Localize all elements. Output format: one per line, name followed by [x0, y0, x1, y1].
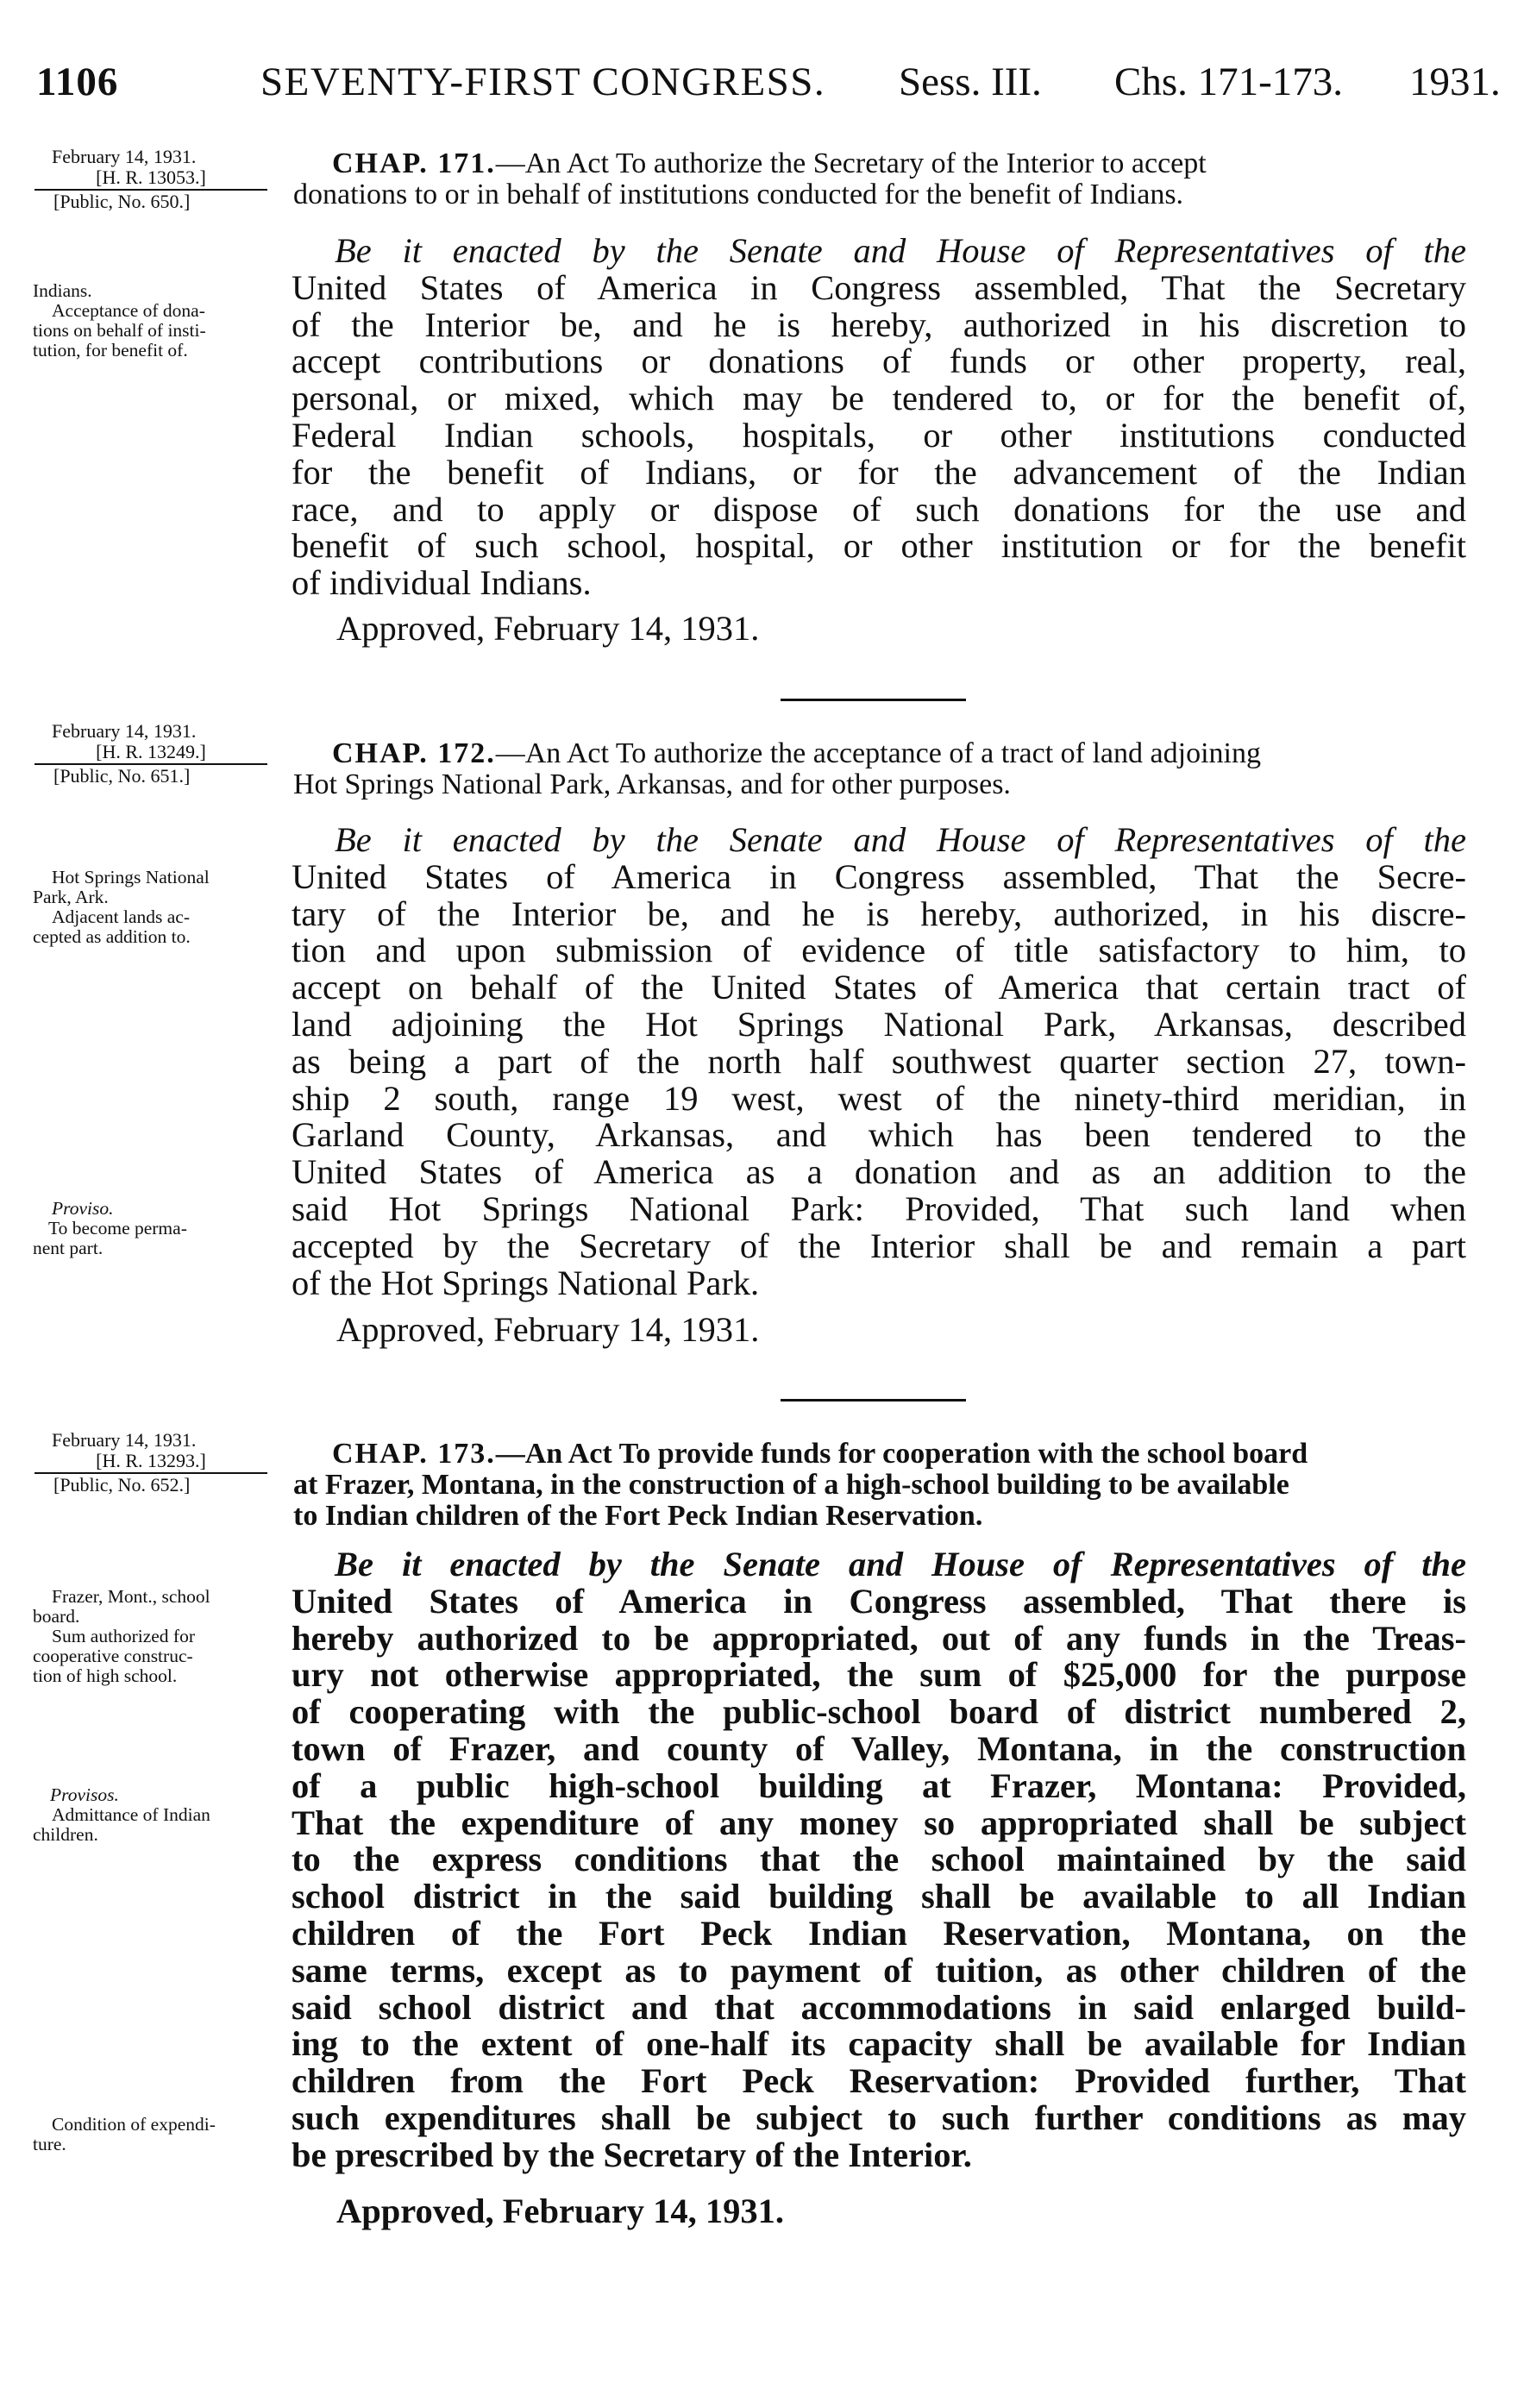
side-note: Park, Ark. — [33, 887, 109, 907]
enacting-clause: Be it enacted by the Senate and House of Representatives of the — [335, 1545, 1466, 1583]
section-divider — [781, 1399, 966, 1402]
chapters-label: Chs. 171-173. — [1114, 60, 1344, 104]
body-line: United States of America in Congress assembled, That there is — [292, 1581, 1466, 1621]
chapter-171-label: CHAP. 171. — [332, 147, 496, 179]
chapter-171-title-1: —An Act To authorize the Secretary of the Interior to accept — [495, 147, 1207, 179]
side-note: Acceptance of dona- — [52, 300, 205, 321]
body-line: of cooperating with the public-school board of district numbered 2, — [292, 1692, 1466, 1732]
chapter-173-proviso-notes — [33, 1785, 292, 1845]
side-note: board. — [33, 1606, 80, 1627]
enacting-clause: Be it enacted by the Senate and House of Representatives of the — [335, 820, 1466, 859]
side-note: Sum authorized for — [52, 1626, 195, 1646]
body-line: said Hot Springs National Park: Provided, That such land when — [292, 1188, 1466, 1228]
body-line: personal, or mixed, which may be tendered to, or for the benefit of, — [292, 379, 1466, 418]
chapter-171-title-2: donations to or in behalf of institutions conducted for the benefit of Indians. — [293, 179, 1184, 210]
side-note: children. — [33, 1824, 98, 1845]
body-line: United States of America as a donation and as an addition to the — [292, 1152, 1466, 1192]
chapter-171-side-notes — [33, 281, 292, 361]
body-line: children of the Fort Peck Indian Reservation, Montana, on the — [292, 1913, 1466, 1953]
chapter-172-date: February 14, 1931. — [52, 720, 197, 742]
chapter-173-body — [292, 1546, 1466, 2174]
chapter-173-heading — [293, 1439, 1462, 1532]
body-line: children from the Fort Peck Reservation: Provided further, That — [292, 2061, 1466, 2101]
body-line: accept on behalf of the United States of America that certain tract of — [292, 968, 1466, 1007]
chapter-173-approved: Approved, February 14, 1931. — [336, 2192, 785, 2230]
chapter-171-margin-citation — [34, 147, 293, 212]
body-line: ship 2 south, range 19 west, west of the ninety-third meridian, in — [292, 1078, 1466, 1118]
side-note: tution, for benefit of. — [33, 340, 188, 361]
body-line: of a public high-school building at Frazer, Montana: Provided, — [292, 1765, 1466, 1805]
chapter-173-public-law: [Public, No. 652.] — [53, 1474, 191, 1496]
chapter-173-side-notes — [33, 1587, 292, 1686]
body-line: of the Hot Springs National Park. — [292, 1263, 760, 1302]
side-note: cooperative construc- — [33, 1646, 193, 1666]
chapter-172-bill: [H. R. 13249.] — [96, 741, 206, 762]
body-line: land adjoining the Hot Springs National Park, Arkansas, described — [292, 1004, 1466, 1044]
chapter-172-label: CHAP. 172. — [332, 737, 496, 769]
body-line: United States of America in Congress assembled, That the Secre- — [292, 856, 1466, 896]
chapter-173-condition-notes — [33, 2115, 292, 2154]
section-divider — [781, 699, 966, 701]
body-line: accepted by the Secretary of the Interior shall be and remain a part — [292, 1226, 1466, 1265]
side-note: tion of high school. — [33, 1665, 178, 1686]
page-number: 1106 — [36, 60, 119, 104]
header-year: 1931. — [1409, 60, 1501, 104]
body-line: same terms, except as to payment of tuition, as other children of the — [292, 1950, 1466, 1990]
body-line: of the Interior be, and he is hereby, authorized in his discretion to — [292, 304, 1466, 344]
side-note: nent part. — [33, 1238, 103, 1258]
chapter-171-approved: Approved, February 14, 1931. — [336, 609, 760, 648]
body-line: That the expenditure of any money so appropriated shall be subject — [292, 1803, 1466, 1842]
body-line: such expenditures shall be subject to such further conditions as may — [292, 2098, 1466, 2137]
body-line: Federal Indian schools, hospitals, or other institutions conducted — [292, 415, 1466, 455]
chapter-172-approved: Approved, February 14, 1931. — [336, 1310, 760, 1349]
body-line: of individual Indians. — [292, 563, 592, 603]
side-note: Provisos. — [50, 1784, 119, 1805]
enacting-clause: Be it enacted by the Senate and House of Representatives of the — [335, 231, 1466, 270]
chapter-172-title-2: Hot Springs National Park, Arkansas, and for other purposes. — [293, 768, 1011, 800]
chapter-171-bill: [H. R. 13053.] — [96, 166, 206, 188]
chapter-172-title-1: —An Act To authorize the acceptance of a tract of land adjoining — [495, 737, 1261, 769]
body-line: for the benefit of Indians, or for the advancement of the Indian — [292, 452, 1466, 492]
session-label: Sess. III. — [899, 60, 1042, 104]
chapter-172-public-law: [Public, No. 651.] — [53, 765, 191, 787]
body-line: tary of the Interior be, and he is hereby, authorized, in his discre- — [292, 894, 1466, 933]
body-line: ury not otherwise appropriated, the sum of $25,000 for the purpose — [292, 1655, 1466, 1695]
chapter-171-public-law: [Public, No. 650.] — [53, 191, 191, 212]
chapter-172-heading — [293, 738, 1462, 800]
body-line: hereby authorized to be appropriated, out of any funds in the Treas- — [292, 1618, 1466, 1658]
side-note: To become perma- — [48, 1218, 187, 1238]
chapter-173-title-3: to Indian children of the Fort Peck Indian Reservation. — [293, 1500, 983, 1532]
side-note: Admittance of Indian — [52, 1804, 210, 1825]
body-line: accept contributions or donations of funds or other property, real, — [292, 342, 1466, 381]
body-line: race, and to apply or dispose of such donations for the use and — [292, 489, 1466, 529]
body-line: said school district and that accommodations in said enlarged build- — [292, 1987, 1466, 2027]
chapter-171-heading — [293, 148, 1462, 210]
chapter-173-label: CHAP. 173. — [332, 1438, 496, 1470]
body-line: as being a part of the north half southwest quarter section 27, town- — [292, 1041, 1466, 1081]
chapter-173-bill: [H. R. 13293.] — [96, 1450, 206, 1471]
body-line: town of Frazer, and county of Valley, Montana, in the construction — [292, 1728, 1466, 1768]
side-note: Frazer, Mont., school — [52, 1586, 210, 1607]
chapter-172-margin-citation — [34, 721, 293, 787]
running-title: SEVENTY-FIRST CONGRESS. — [260, 60, 826, 104]
chapter-173-date: February 14, 1931. — [52, 1429, 197, 1451]
body-line: ing to the extent of one-half its capacity shall be available for Indian — [292, 2024, 1466, 2064]
body-line: school district in the said building shall be available to all Indian — [292, 1877, 1466, 1916]
side-note: Proviso. — [52, 1198, 114, 1219]
chapter-172-proviso-notes — [33, 1199, 292, 1258]
chapter-172-side-notes — [33, 868, 292, 947]
chapter-173-title-2: at Frazer, Montana, in the construction of a high-school building to be available — [293, 1469, 1289, 1501]
side-note: tions on behalf of insti- — [33, 320, 206, 341]
body-line: Garland County, Arkansas, and which has been tendered to the — [292, 1115, 1466, 1155]
chapter-173-margin-citation — [34, 1430, 293, 1496]
chapter-171-date: February 14, 1931. — [52, 146, 197, 167]
body-line: tion and upon submission of evidence of title satisfactory to him, to — [292, 931, 1466, 970]
chapter-172-body — [292, 822, 1466, 1301]
side-note: Condition of expendi- — [52, 2114, 216, 2135]
side-note: Adjacent lands ac- — [52, 906, 190, 927]
body-line: be prescribed by the Secretary of the Interior. — [292, 2135, 972, 2174]
side-note: cepted as addition to. — [33, 926, 191, 947]
side-note: Hot Springs National — [52, 867, 210, 887]
chapter-171-body — [292, 233, 1466, 602]
page-header — [36, 59, 1501, 119]
side-note: Indians. — [33, 280, 92, 301]
side-note: ture. — [33, 2134, 66, 2154]
chapter-173-title-1: —An Act To provide funds for cooperation with the school board — [495, 1438, 1308, 1470]
body-line: to the express conditions that the school maintained by the said — [292, 1840, 1466, 1879]
body-line: United States of America in Congress assembled, That the Secretary — [292, 267, 1466, 307]
body-line: benefit of such school, hospital, or other institution or for the benefit — [292, 526, 1466, 566]
